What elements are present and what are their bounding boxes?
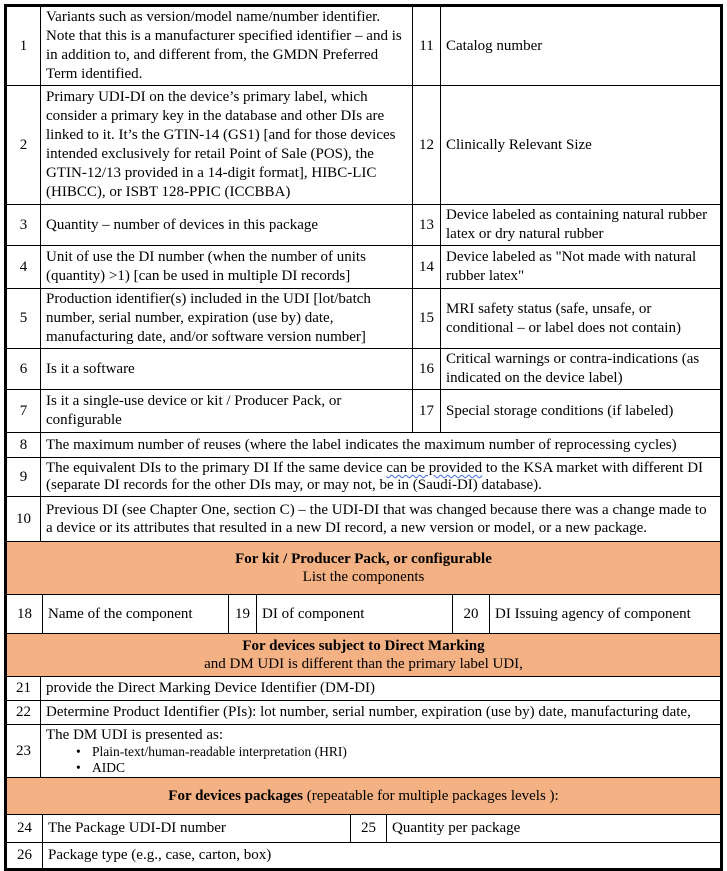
packages-pair-section	[6, 814, 721, 843]
table-row	[7, 843, 721, 869]
packages-section-header	[7, 778, 721, 815]
row-number: 19	[229, 595, 257, 634]
section-title-rest: (repeatable for multiple packages levels ):	[303, 788, 559, 804]
row-number: 22	[7, 701, 41, 725]
row-description: provide the Direct Marking Device Identifier (DM-DI)	[41, 677, 721, 701]
row-number: 10	[7, 497, 41, 542]
table-row	[7, 458, 721, 497]
row-description-left: Is it a single-use device or kit / Producer Pack, or configurable	[41, 390, 413, 433]
row-description: Package type (e.g., case, carton, box)	[43, 843, 721, 869]
row-number-left: 5	[7, 289, 41, 349]
row-description-right: Device labeled as containing natural rubber latex or dry natural rubber	[441, 205, 721, 246]
row-description-left: Variants such as version/model name/number identifier. Note that this is a manufacturer specified identifier – and is in addition to, and different from, the GMDN Preferred Term identified.	[41, 7, 413, 86]
row-description-right: MRI safety status (safe, unsafe, or conditional – or label does not contain)	[441, 289, 721, 349]
row-description-left: Unit of use the DI number (when the number of units (quantity) >1) [can be used in multiple DI records]	[41, 246, 413, 289]
row-description: The Package UDI-DI number	[43, 815, 351, 843]
row-description-left: Is it a software	[41, 349, 413, 390]
text-segment: to the KSA market with different DI (separate DI records for the other DIs may, or may not, be in (Saudi-DI) database).	[46, 460, 704, 493]
table-row	[7, 246, 721, 289]
direct-marking-rows-section	[6, 676, 721, 778]
table-row	[7, 701, 721, 725]
row-number: 24	[7, 815, 43, 843]
row-description	[41, 725, 721, 778]
row-number: 18	[7, 595, 43, 634]
section-header-row	[7, 778, 721, 815]
list-item-text: Plain-text/human-readable interpretation (HRI)	[92, 744, 347, 759]
row-description-right: Critical warnings or contra-indications (as indicated on the device label)	[441, 349, 721, 390]
spellcheck-underlined-text: can be provided	[386, 460, 483, 476]
direct-marking-section-header	[7, 634, 721, 677]
row-number: 21	[7, 677, 41, 701]
components-section	[6, 594, 721, 634]
row-number-right: 14	[413, 246, 441, 289]
row-number-right: 12	[413, 86, 441, 205]
row-number-right: 16	[413, 349, 441, 390]
section-subtitle: List the components	[302, 569, 425, 585]
row-description-right: Special storage conditions (if labeled)	[441, 390, 721, 433]
row-description: DI Issuing agency of component	[490, 595, 721, 634]
section-header-row	[7, 634, 721, 677]
section-title: For kit / Producer Pack, or configurable	[235, 551, 492, 567]
row-description-left: Quantity – number of devices in this package	[41, 205, 413, 246]
row-description: DI of component	[257, 595, 453, 634]
row-description-right: Clinically Relevant Size	[441, 86, 721, 205]
table-row	[7, 595, 721, 634]
dm-udi-intro: The DM UDI is presented as:	[46, 727, 224, 743]
row-description-right: Device labeled as "Not made with natural rubber latex"	[441, 246, 721, 289]
row-description-left: Primary UDI-DI on the device’s primary label, which consider a primary key in the database and other DIs are linked to it. It’s the GTIN-14 (GS1) [and for those devices intended exclusively for retail Point of Sale (POS), the GTIN-12/13 provided in a 14-digit format], HIBC-LIC (HIBCC), or ISBT 128-PPIC (ICCBBA)	[41, 86, 413, 205]
kit-header-section	[6, 541, 721, 595]
list-item-text: AIDC	[92, 760, 125, 775]
kit-section-header	[7, 542, 721, 595]
row-description-left: Production identifier(s) included in the UDI [lot/batch number, serial number, expiration (use by) date, manufacturing date, and/or software version number]	[41, 289, 413, 349]
text-segment: The equivalent DIs to the primary DI If the same device	[46, 460, 387, 476]
row-number: 25	[351, 815, 387, 843]
row-description: The maximum number of reuses (where the label indicates the maximum number of reprocessing cycles)	[41, 433, 721, 458]
package-type-section	[6, 842, 721, 869]
table-row	[7, 433, 721, 458]
row-description-right: Catalog number	[441, 7, 721, 86]
section-title: For devices packages	[168, 788, 303, 804]
row-number-right: 17	[413, 390, 441, 433]
table-row	[7, 497, 721, 542]
table-row	[7, 86, 721, 205]
row-number: 20	[453, 595, 490, 634]
row-number-left: 7	[7, 390, 41, 433]
row-description: Name of the component	[43, 595, 229, 634]
direct-marking-header-section	[6, 633, 721, 677]
table-row	[7, 390, 721, 433]
row-number-right: 15	[413, 289, 441, 349]
row-description: Quantity per package	[387, 815, 721, 843]
full-width-section	[6, 432, 721, 542]
row-number-left: 2	[7, 86, 41, 205]
table-row	[7, 289, 721, 349]
row-description	[41, 458, 721, 497]
row-number-left: 1	[7, 7, 41, 86]
list-item	[46, 744, 715, 760]
udi-data-elements-table	[4, 4, 723, 871]
table-row	[7, 349, 721, 390]
list-item	[46, 760, 715, 776]
row-number: 9	[7, 458, 41, 497]
row-number-left: 3	[7, 205, 41, 246]
row-number-left: 4	[7, 246, 41, 289]
bullet-icon: •	[76, 744, 81, 759]
row-description: Determine Product Identifier (PIs): lot number, serial number, expiration (use by) date, manufacturing date,	[41, 701, 721, 725]
row-number: 23	[7, 725, 41, 778]
row-number-left: 6	[7, 349, 41, 390]
row-number-right: 11	[413, 7, 441, 86]
row-number: 26	[7, 843, 43, 869]
table-row	[7, 725, 721, 778]
section-title: For devices subject to Direct Marking	[242, 638, 485, 654]
table-row	[7, 815, 721, 843]
table-row	[7, 205, 721, 246]
row-number-right: 13	[413, 205, 441, 246]
table-row	[7, 677, 721, 701]
row-number: 8	[7, 433, 41, 458]
row-description: Previous DI (see Chapter One, section C) – the UDI-DI that was changed because there was a change made to a device or its attributes that resulted in a new DI record, a new version or model, or a new package.	[41, 497, 721, 542]
table-row	[7, 7, 721, 86]
packages-header-section	[6, 777, 721, 815]
section-header-row	[7, 542, 721, 595]
section-subtitle: and DM UDI is different than the primary label UDI,	[204, 656, 523, 672]
main-section	[6, 6, 721, 433]
bullet-icon: •	[76, 760, 81, 775]
